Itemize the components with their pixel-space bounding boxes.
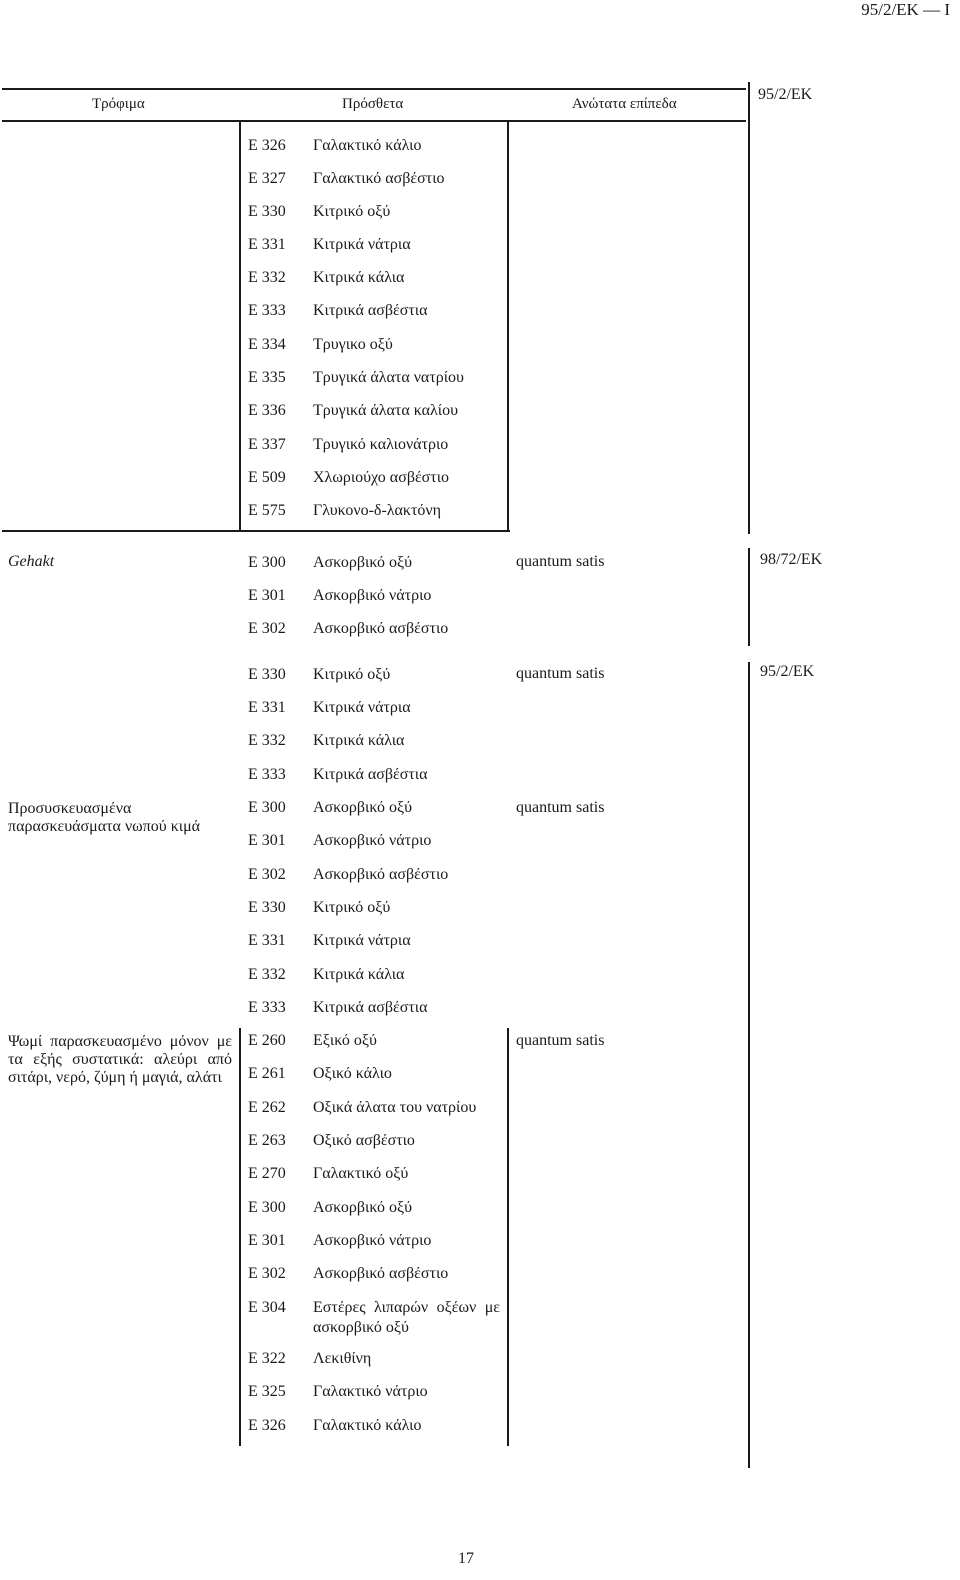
column-divider-2a	[507, 120, 509, 532]
additive-code: E 325	[248, 1383, 286, 1400]
column-divider-2b	[507, 1028, 509, 1446]
additive-code: E 260	[248, 1032, 286, 1049]
additive-code: E 575	[248, 502, 286, 519]
additive-code: E 327	[248, 170, 286, 187]
additive-code: E 301	[248, 832, 286, 849]
additive-name: Τρυγικό καλιονάτριο	[313, 436, 449, 453]
additive-name: Ασκορβικό νάτριο	[313, 587, 432, 604]
food-name: Ψωμί παρασκευασμένο μόνον με τα εξής συστατικά: αλεύρι από σιτάρι, νερό, ζύμη ή μαγιά, αλάτι	[8, 1033, 232, 1086]
additive-code: E 509	[248, 469, 286, 486]
additive-code: E 302	[248, 866, 286, 883]
additive-code: E 332	[248, 732, 286, 749]
additive-code: E 330	[248, 666, 286, 683]
additive-name: Κιτρικά νάτρια	[313, 236, 411, 253]
additive-code: E 331	[248, 699, 286, 716]
column-divider-1b	[239, 1028, 241, 1446]
additive-name: Κιτρικά νάτρια	[313, 932, 411, 949]
directive-label: 98/72/ΕΚ	[760, 551, 823, 568]
directive-divider-2	[748, 548, 750, 646]
section-rule-1	[2, 530, 510, 532]
additive-code: E 333	[248, 302, 286, 319]
additive-code: E 326	[248, 1417, 286, 1434]
additive-name: Ασκορβικό νάτριο	[313, 1232, 432, 1249]
header-bottom-rule	[2, 120, 746, 122]
additive-name: Χλωριούχο ασβέστιο	[313, 469, 450, 486]
additive-name: Γαλακτικό νάτριο	[313, 1383, 428, 1400]
max-level: quantum satis	[516, 1032, 605, 1049]
directive-divider-1	[748, 82, 750, 534]
additive-name: Γαλακτικό κάλιο	[313, 1417, 422, 1434]
additive-name: Ασκορβικό ασβέστιο	[313, 620, 449, 637]
additive-code: E 301	[248, 587, 286, 604]
additive-code: E 302	[248, 620, 286, 637]
table-top-rule	[2, 88, 746, 90]
column-header-additives: Πρόσθετα	[342, 96, 404, 112]
max-level: quantum satis	[516, 553, 605, 570]
additive-name: Ασκορβικό οξύ	[313, 1199, 413, 1216]
additive-code: E 301	[248, 1232, 286, 1249]
additive-code: E 330	[248, 899, 286, 916]
additive-code: E 300	[248, 1199, 286, 1216]
additive-name: Γαλακτικό ασβέστιο	[313, 170, 445, 187]
additive-name: Ασκορβικό ασβέστιο	[313, 1265, 449, 1282]
column-divider-1a	[239, 120, 241, 532]
additive-name: Κιτρικά ασβέστια	[313, 302, 428, 319]
additive-name: Οξικό κάλιο	[313, 1065, 392, 1082]
additive-code: E 302	[248, 1265, 286, 1282]
additive-name: Κιτρικά ασβέστια	[313, 999, 428, 1016]
additive-code: E 336	[248, 402, 286, 419]
additive-name: Τρυγικά άλατα καλίου	[313, 402, 458, 419]
additive-code: E 304	[248, 1299, 286, 1316]
additive-name: Τρυγικο οξύ	[313, 336, 393, 353]
directive-label-top: 95/2/ΕΚ	[758, 86, 813, 103]
additive-code: E 331	[248, 236, 286, 253]
additive-name: Κιτρικό οξύ	[313, 203, 391, 220]
additive-code: E 322	[248, 1350, 286, 1367]
additive-name: Γαλακτικό οξύ	[313, 1165, 409, 1182]
additive-name: Τρυγικά άλατα νατρίου	[313, 369, 464, 386]
food-name: Προσυσκευασμένα παρασκευάσματα νωπού κιμά	[8, 800, 201, 835]
additive-name: Λεκιθίνη	[313, 1350, 372, 1367]
additive-code: E 332	[248, 966, 286, 983]
additive-code: E 300	[248, 799, 286, 816]
max-level: quantum satis	[516, 799, 605, 816]
additive-name: Κιτρικά κάλια	[313, 732, 405, 749]
additive-code: E 332	[248, 269, 286, 286]
food-name: Gehakt	[8, 553, 55, 570]
additive-name: Κιτρικά κάλια	[313, 966, 405, 983]
additive-name: Ασκορβικό οξύ	[313, 554, 413, 571]
additive-name: Κιτρικά κάλια	[313, 269, 405, 286]
additive-name: Εστέρες λιπαρών οξέων με ασκορβικό οξύ	[313, 1299, 500, 1336]
additive-name: Ασκορβικό οξύ	[313, 799, 413, 816]
page-number: 17	[458, 1550, 474, 1567]
column-header-foods: Τρόφιμα	[92, 96, 145, 112]
additive-name: Γλυκονο-δ-λακτόνη	[313, 502, 442, 519]
additive-code: E 330	[248, 203, 286, 220]
additive-code: E 326	[248, 137, 286, 154]
additive-code: E 270	[248, 1165, 286, 1182]
additive-code: E 335	[248, 369, 286, 386]
additive-code: E 333	[248, 999, 286, 1016]
running-header: 95/2/ΕΚ — I	[861, 0, 950, 19]
column-header-max-levels: Ανώτατα επίπεδα	[572, 96, 677, 112]
additive-name: Οξικά άλατα του νατρίου	[313, 1099, 477, 1116]
additive-name: Κιτρικό οξύ	[313, 899, 391, 916]
additive-code: E 261	[248, 1065, 286, 1082]
additive-name: Εξικό οξύ	[313, 1032, 377, 1049]
additive-name: Οξικό ασβέστιο	[313, 1132, 415, 1149]
additive-code: E 333	[248, 766, 286, 783]
additive-name: Κιτρικά ασβέστια	[313, 766, 428, 783]
directive-label: 95/2/ΕΚ	[760, 663, 815, 680]
additive-code: E 263	[248, 1132, 286, 1149]
additive-name: Γαλακτικό κάλιο	[313, 137, 422, 154]
additive-name: Ασκορβικό ασβέστιο	[313, 866, 449, 883]
additive-code: E 300	[248, 554, 286, 571]
additive-name: Ασκορβικό νάτριο	[313, 832, 432, 849]
max-level: quantum satis	[516, 665, 605, 682]
additive-name: Κιτρικά νάτρια	[313, 699, 411, 716]
additive-name: Κιτρικό οξύ	[313, 666, 391, 683]
additive-code: E 262	[248, 1099, 286, 1116]
directive-divider-3	[748, 662, 750, 1468]
additive-code: E 334	[248, 336, 286, 353]
additive-code: E 337	[248, 436, 286, 453]
additive-code: E 331	[248, 932, 286, 949]
